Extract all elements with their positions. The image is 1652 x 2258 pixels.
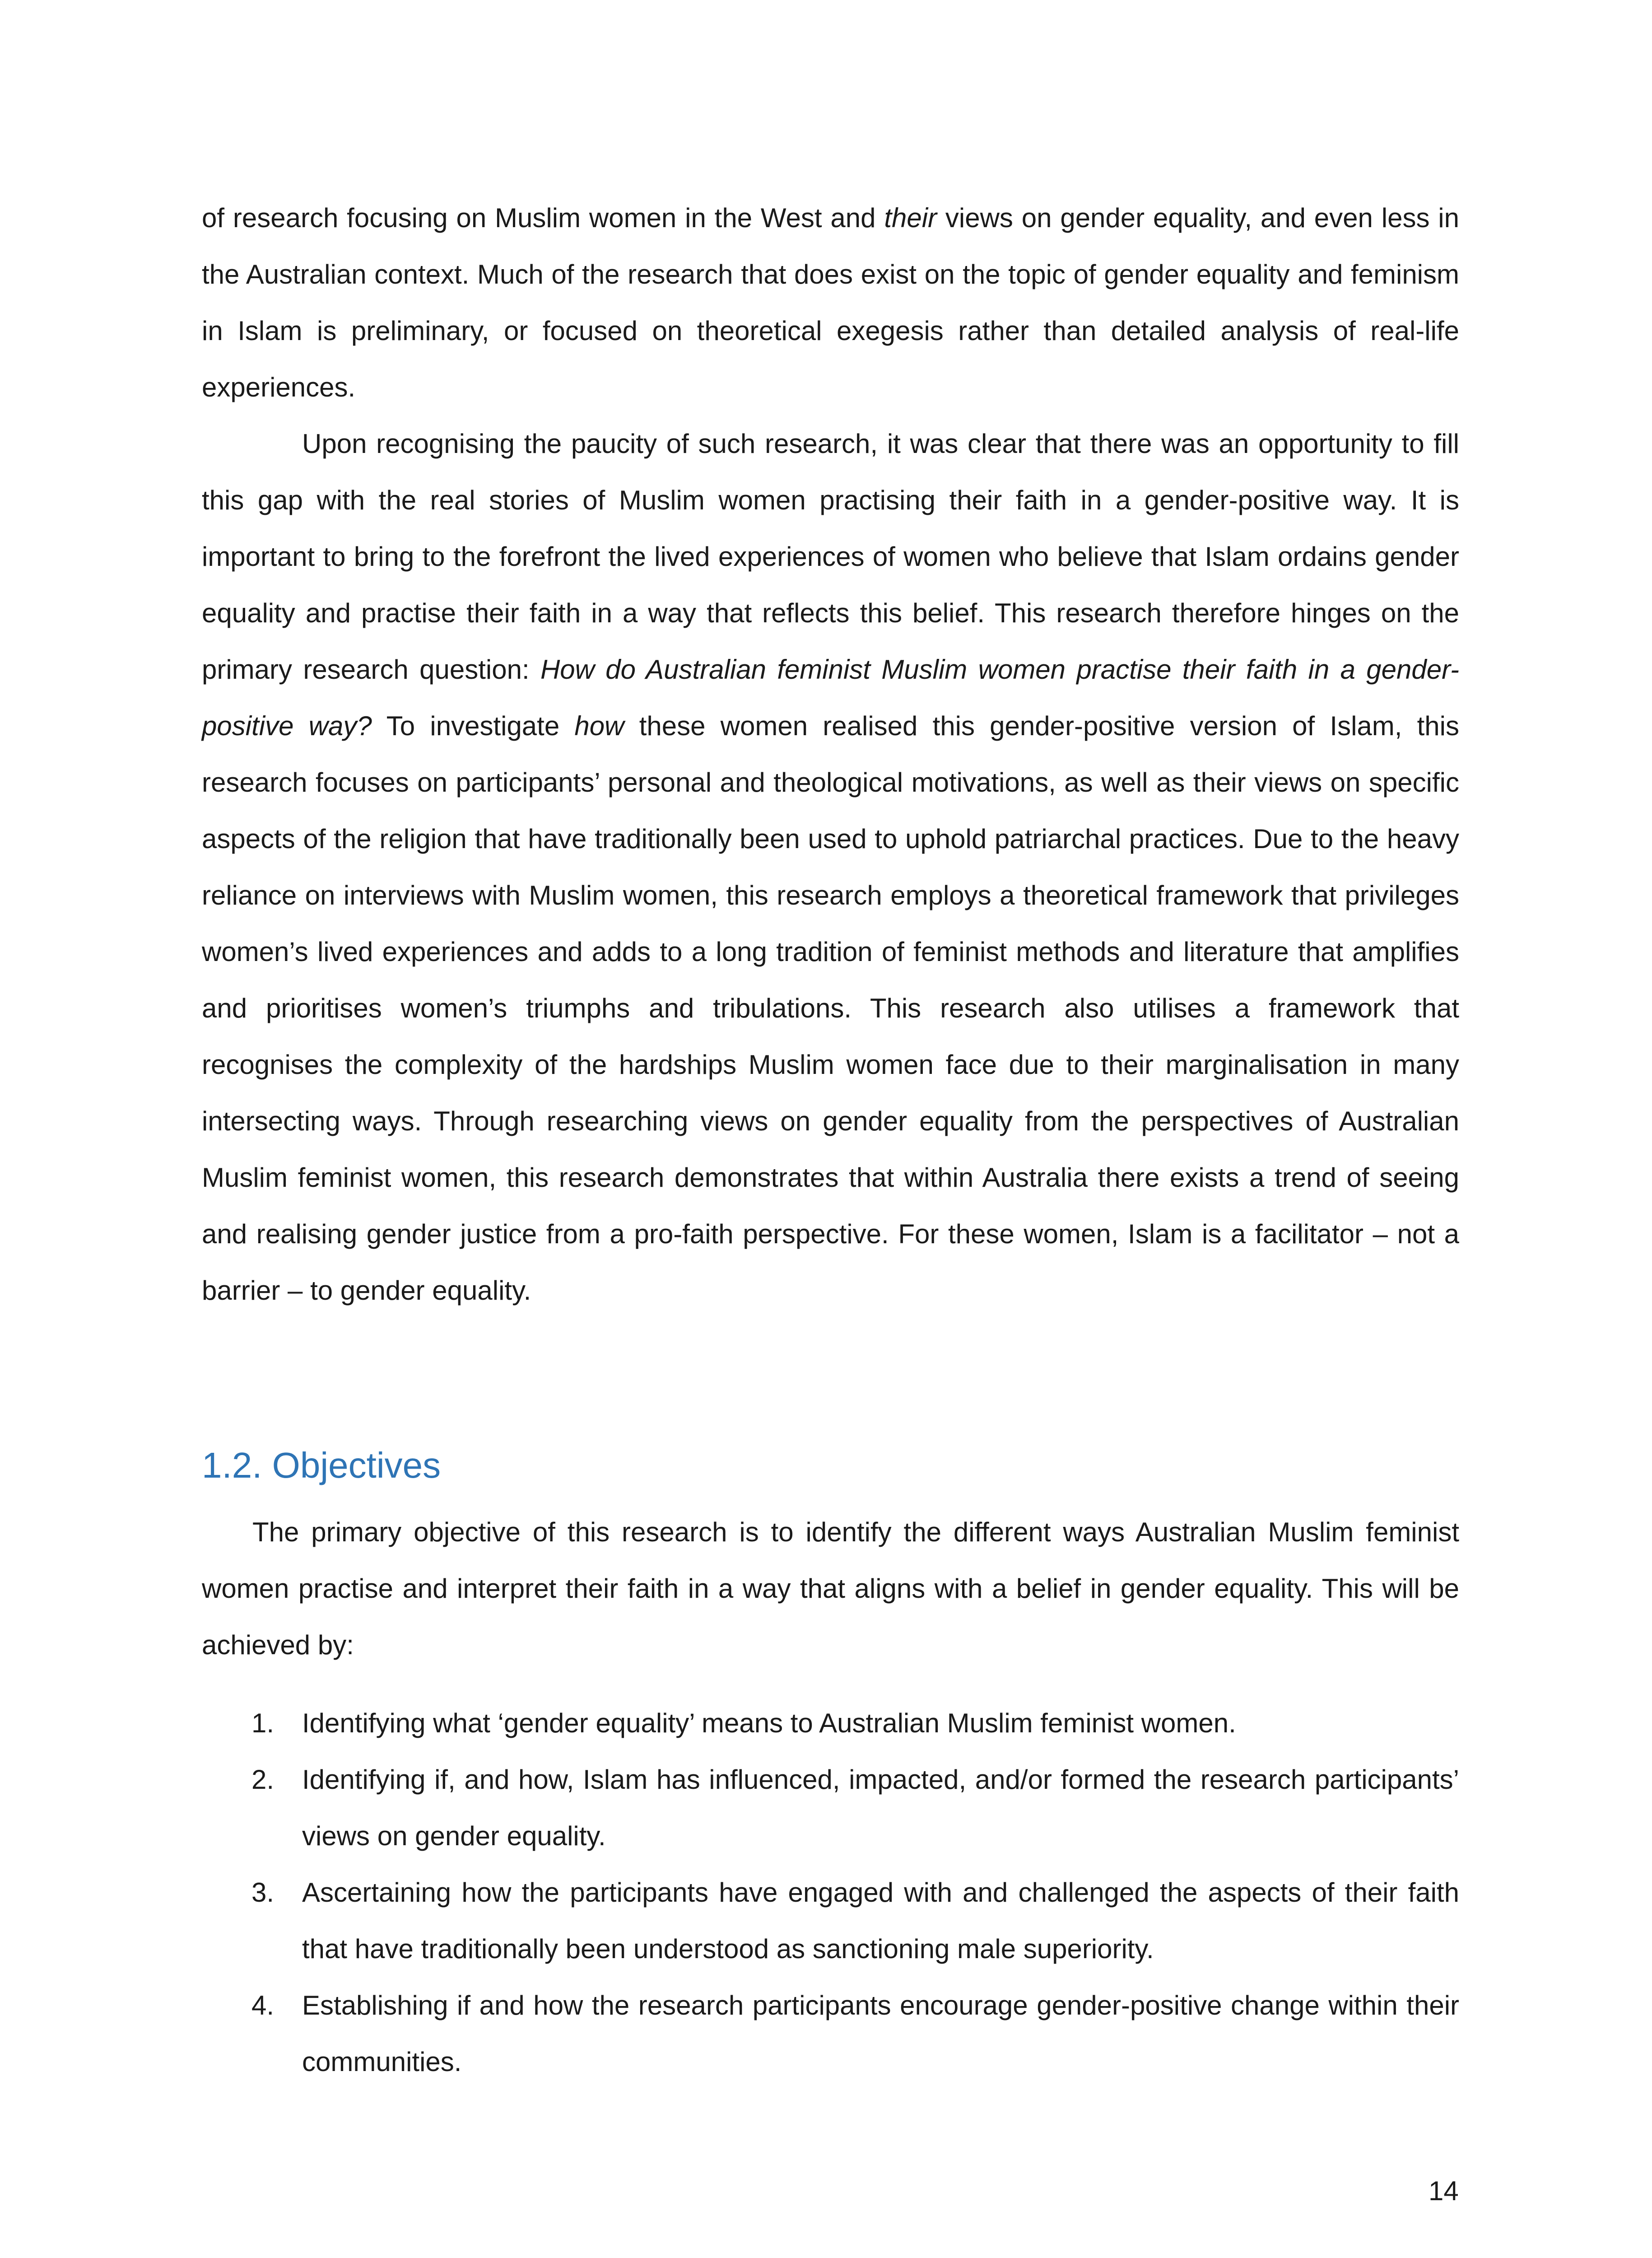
list-item-text: Identifying if, and how, Islam has influenced, impacted, and/or formed the research participants’ views on gender equality.	[302, 1764, 1459, 1851]
text-run: these women realised this gender-positive version of Islam, this research focuses on participants’ personal and theological motivations, as well as their views on specific aspects of the religion that have traditionally been used to uphold patriarchal practices. Due to the heavy reliance on interviews with Muslim women, this research employs a theoretical framework that privileges women’s lived experiences and adds to a long tradition of feminist methods and literature that amplifies and prioritises women’s triumphs and tribulations. This research also utilises a framework that recognises the complexity of the hardships Muslim women face due to their marginalisation in many intersecting ways. Through researching views on gender equality from the perspectives of Australian Muslim feminist women, this research demonstrates that within Australia there exists a trend of seeing and realising gender justice from a pro-faith perspective. For these women, Islam is a facilitator – not a barrier – to gender equality.	[202, 711, 1459, 1306]
text-run: To investigate	[372, 711, 575, 741]
list-item-text: Identifying what ‘gender equality’ means to Australian Muslim feminist women.	[302, 1708, 1236, 1738]
objectives-list	[202, 1695, 1459, 2090]
paragraph-research-question	[202, 415, 1459, 1319]
page-number: 14	[1429, 2176, 1459, 2206]
text-run: Upon recognising the paucity of such research, it was clear that there was an opportunity to fill this gap with the real stories of Muslim women practising their faith in a gender-positive way. It is important to bring to the forefront the lived experiences of women who believe that Islam ordains gender equality and practise their faith in a way that reflects this belief. This research therefore hinges on the primary research question:	[202, 429, 1459, 685]
list-item	[202, 1751, 1459, 1864]
list-number: 2.	[251, 1764, 275, 1795]
list-number: 1.	[251, 1708, 275, 1738]
emphasis-their: their	[884, 203, 937, 233]
list-item-text: Ascertaining how the participants have engaged with and challenged the aspects of their faith that have traditionally been understood as sanctioning male superiority.	[302, 1877, 1459, 1964]
paragraph-continuation	[202, 190, 1459, 415]
list-item-text: Establishing if and how the research participants encourage gender-positive change within their communities.	[302, 1990, 1459, 2077]
document-page	[202, 190, 1459, 2077]
research-question: How do Australian feminist Muslim women practise their faith in a gender-positive way?	[202, 654, 1459, 741]
emphasis-how: how	[574, 711, 624, 741]
list-number: 4.	[251, 1990, 275, 2020]
section-heading-objectives: 1.2. Objectives	[202, 1445, 441, 1485]
objectives-section	[202, 1504, 1459, 2090]
list-number: 3.	[251, 1877, 275, 1908]
list-item	[202, 1695, 1459, 1751]
text-run: of research focusing on Muslim women in the West and	[202, 203, 884, 233]
list-item	[202, 1977, 1459, 2090]
objectives-intro: The primary objective of this research is to identify the different ways Australian Muslim feminist women practise and interpret their faith in a way that aligns with a belief in gender equality. This will be achieved by:	[202, 1517, 1459, 1660]
text-run: views on gender equality, and even less in the Australian context. Much of the research that does exist on the topic of gender equality and feminism in Islam is preliminary, or focused on theoretical exegesis rather than detailed analysis of real-life experiences.	[202, 203, 1459, 402]
list-item	[202, 1864, 1459, 1977]
